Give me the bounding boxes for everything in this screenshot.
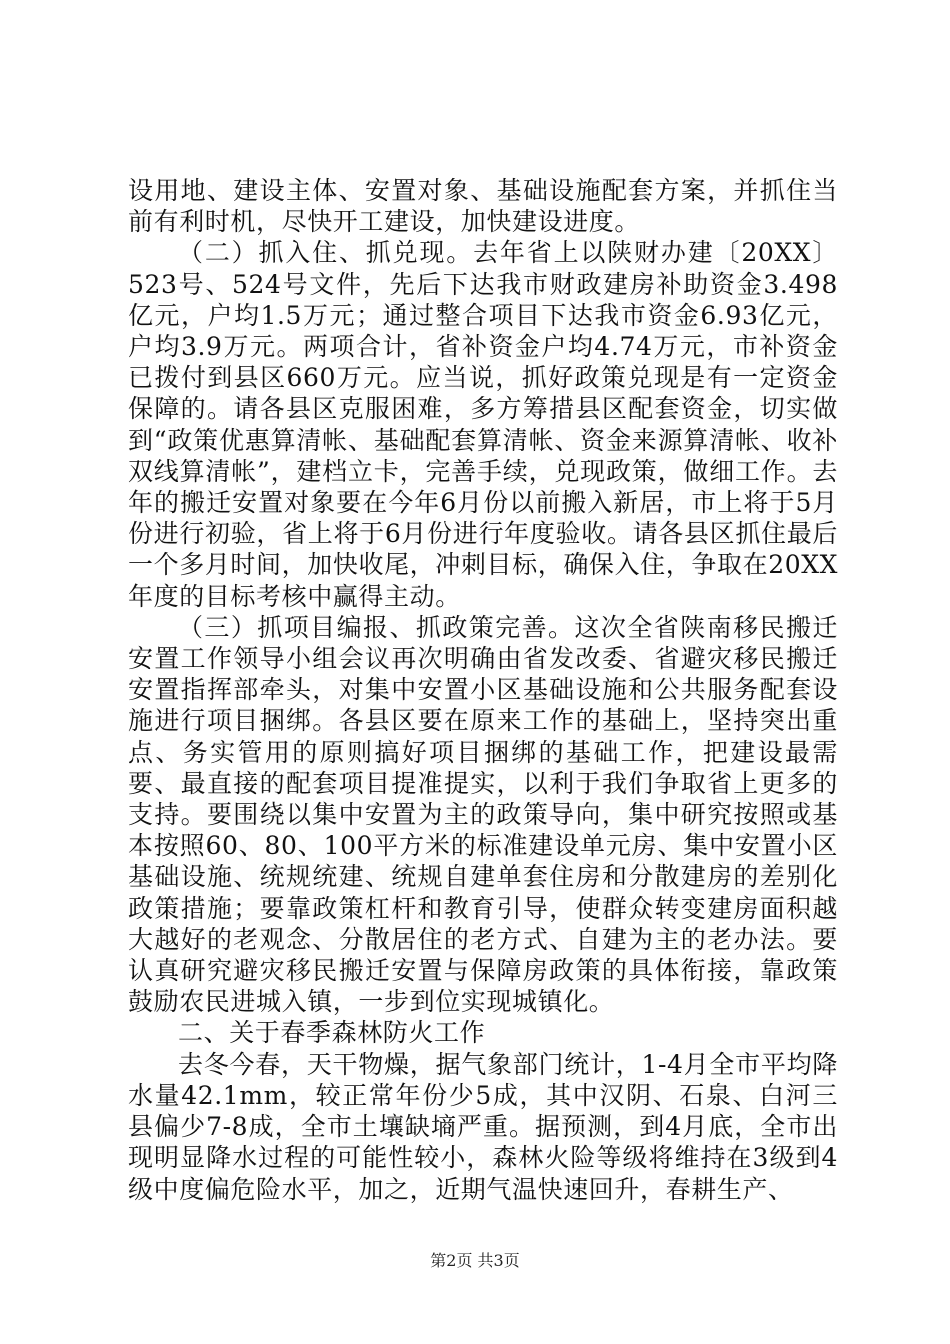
page-number-footer: 第2页 共3页	[430, 1251, 520, 1270]
document-body	[128, 175, 838, 1205]
paragraph-continuation: 设用地、建设主体、安置对象、基础设施配套方案，并抓住当前有利时机，尽快开工建设，加快建设进度。	[128, 176, 838, 237]
paragraph-section-3: （三）抓项目编报、抓政策完善。这次全省陕南移民搬迁安置工作领导小组会议再次明确由省发改委、省避灾移民搬迁安置指挥部牵头，对集中安置小区基础设施和公共服务配套设施进行项目捆绑。各县区要在原来工作的基础上，坚持突出重点、务实管用的原则搞好项目捆绑的基础工作，把建设最需要、最直接的配套项目提准提实，以利于我们争取省上更多的支持。要围绕以集中安置为主的政策导向，集中研究按照或基本按照60、80、100平方米的标准建设单元房、集中安置小区基础设施、统规统建、统规自建单套住房和分散建房的差别化政策措施；要靠政策杠杆和教育引导，使群众转变建房面积越大越好的老观念、分散居住的老方式、自建为主的老办法。要认真研究避灾移民搬迁安置与保障房政策的具体衔接，靠政策鼓励农民进城入镇，一步到位实现城镇化。	[128, 612, 838, 1017]
paragraph-section-2: （二）抓入住、抓兑现。去年省上以陕财办建〔20XX〕523号、524号文件，先后下达我市财政建房补助资金3.498亿元，户均1.5万元；通过整合项目下达我市资金6.93亿元，户均3.9万元。两项合计，省补资金户均4.74万元，市补资金已拨付到县区660万元。应当说，抓好政策兑现是有一定资金保障的。请各县区克服困难，多方筹措县区配套资金，切实做到“政策优惠算清帐、基础配套算清帐、资金来源算清帐、收补双线算清帐”，建档立卡，完善手续，兑现政策，做细工作。去年的搬迁安置对象要在今年6月份以前搬入新居，市上将于5月份进行初验，省上将于6月份进行年度验收。请各县区抓住最后一个多月时间，加快收尾，冲刺目标，确保入住，争取在20XX年度的目标考核中赢得主动。	[128, 238, 838, 611]
heading-spring-forest-fire: 二、关于春季森林防火工作	[178, 1018, 486, 1048]
paragraph-forest-fire: 去冬今春，天干物燥，据气象部门统计，1-4月全市平均降水量42.1mm，较正常年份少5成，其中汉阴、石泉、白河三县偏少7-8成，全市土壤缺墒严重。据预测，到4月底，全市出现明显降水过程的可能性较小，森林火险等级将维持在3级到4级中度偏危险水平，加之，近期气温快速回升，春耕生产、	[128, 1049, 838, 1204]
